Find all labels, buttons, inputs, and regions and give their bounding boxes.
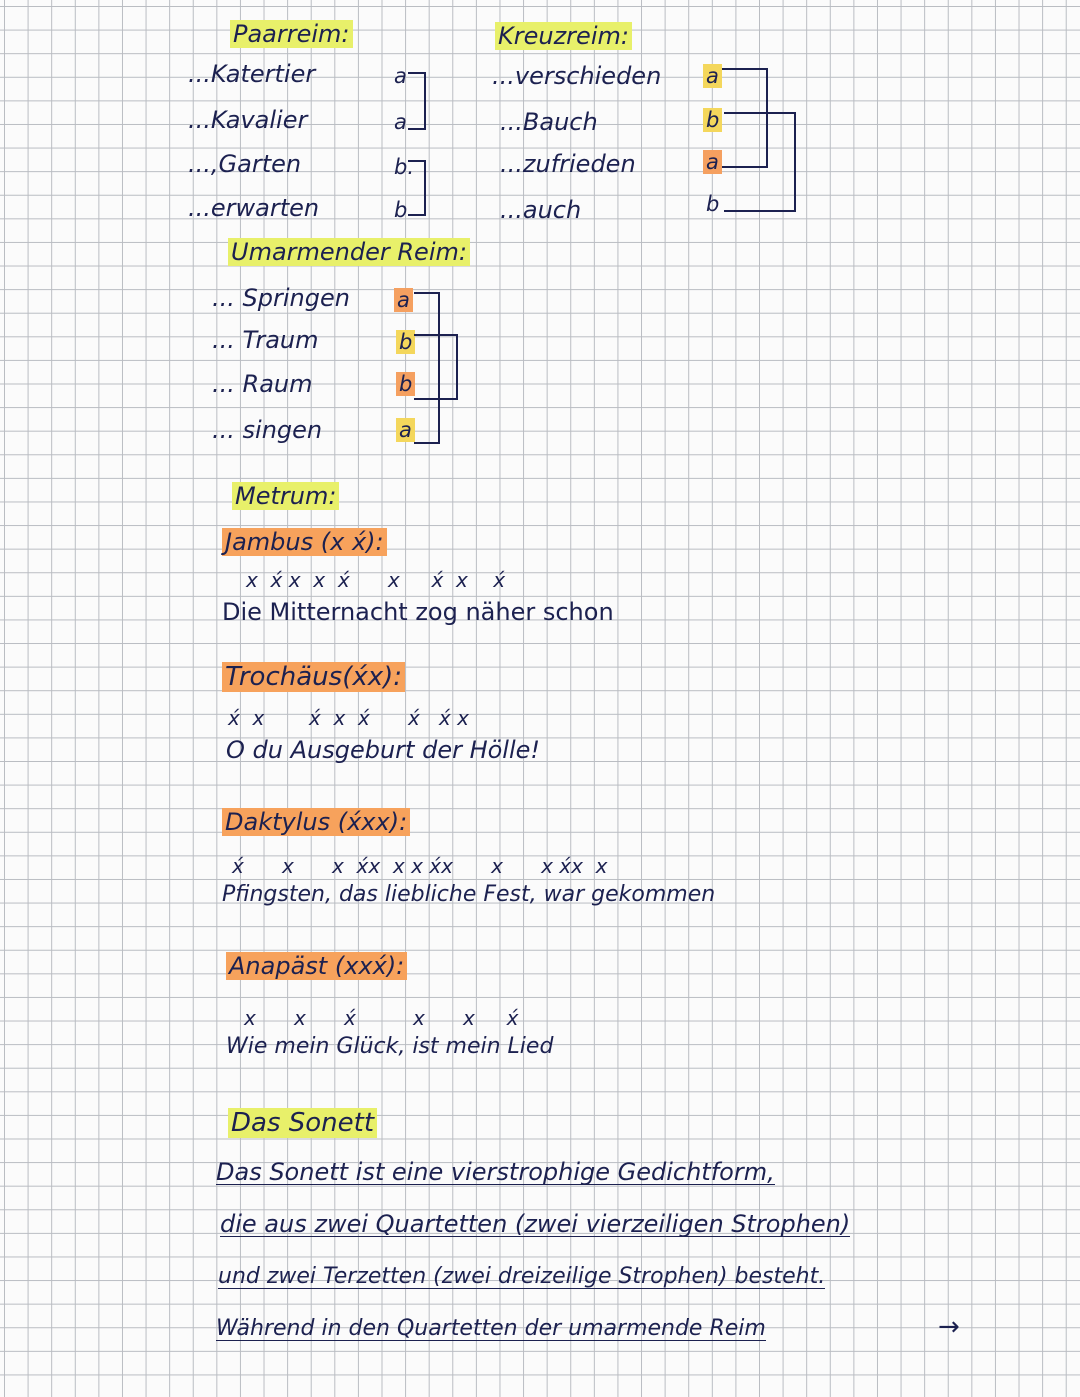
paarreim-letter-1: a <box>394 64 407 88</box>
kreuzreim-line-4: ...auch <box>500 196 582 224</box>
paarreim-letter-2: a <box>394 110 407 134</box>
kreuzreim-title: Kreuzreim: <box>495 24 632 48</box>
umarmend-bracket-inner <box>414 334 458 400</box>
kreuzreim-letter-3: a <box>703 152 722 173</box>
umarmend-line-3: ... Raum <box>212 370 313 398</box>
paarreim-letter-3: b. <box>394 155 415 179</box>
trochaus-example: O du Ausgeburt der Hölle! <box>226 736 541 764</box>
continue-arrow-icon: → <box>938 1312 960 1342</box>
kreuzreim-letter-2: b <box>703 110 722 131</box>
sonett-title: Das Sonett <box>228 1110 377 1136</box>
kreuzreim-letter-4: b <box>706 192 720 216</box>
daktylus-meter-marks: x́ x x x́x x x x́x x x x́x x <box>232 854 608 878</box>
umarmend-letter-3: b <box>396 374 415 395</box>
kreuzreim-line-1: ...verschieden <box>492 62 662 90</box>
umarmend-letter-1: a <box>394 290 413 311</box>
umarmend-line-1: ... Springen <box>212 284 350 312</box>
umarmend-line-2: ... Traum <box>212 326 319 354</box>
paarreim-line-2: ...Kavalier <box>188 106 308 134</box>
umarmend-title: Umarmender Reim: <box>228 240 470 264</box>
daktylus-heading: Daktylus (x́xx): <box>222 810 410 834</box>
anapast-example: Wie mein Glück, ist mein Lied <box>226 1034 554 1059</box>
kreuzreim-bracket-b <box>724 112 796 212</box>
sonett-line-1: Das Sonett ist eine vierstrophige Gedichtform, <box>216 1158 775 1186</box>
sonett-line-4: Während in den Quartetten der umarmende Reim <box>216 1316 766 1341</box>
sonett-line-2: die aus zwei Quartetten (zwei vierzeiligen Strophen) <box>220 1210 851 1238</box>
jambus-example: Die Mitternacht zog näher schon <box>222 598 614 626</box>
umarmend-line-4: ... singen <box>212 416 323 444</box>
daktylus-example: Pfingsten, das liebliche Fest, war gekommen <box>222 882 716 907</box>
trochaus-heading: Trochäus(x́x): <box>222 664 405 690</box>
metrum-title: Metrum: <box>232 484 339 508</box>
anapast-meter-marks: x x x́ x x x́ <box>244 1006 519 1030</box>
kreuzreim-letter-1: a <box>703 66 722 87</box>
sonett-line-3: und zwei Terzetten (zwei dreizeilige Strophen) besteht. <box>218 1264 826 1289</box>
paarreim-letter-4: b <box>394 198 408 222</box>
paarreim-line-3: ...,Garten <box>188 150 302 178</box>
umarmend-letter-2: b <box>396 332 415 353</box>
trochaus-meter-marks: x́ x x́ x x́ x́ x́ x <box>228 706 469 730</box>
anapast-heading: Anapäst (xxx́): <box>226 954 407 978</box>
kreuzreim-line-2: ...Bauch <box>500 108 598 136</box>
umarmend-letter-4: a <box>396 420 415 441</box>
paarreim-title: Paarreim: <box>230 22 353 46</box>
paarreim-bracket-ab <box>408 72 426 130</box>
paarreim-line-4: ...erwarten <box>188 194 320 222</box>
paarreim-line-1: ...Katertier <box>188 60 316 88</box>
jambus-meter-marks: x x́ x x x́ x x́ x x́ <box>246 568 506 592</box>
kreuzreim-line-3: ...zufrieden <box>500 150 636 178</box>
jambus-heading: Jambus (x x́): <box>222 530 387 554</box>
paarreim-bracket-cd <box>408 160 426 216</box>
